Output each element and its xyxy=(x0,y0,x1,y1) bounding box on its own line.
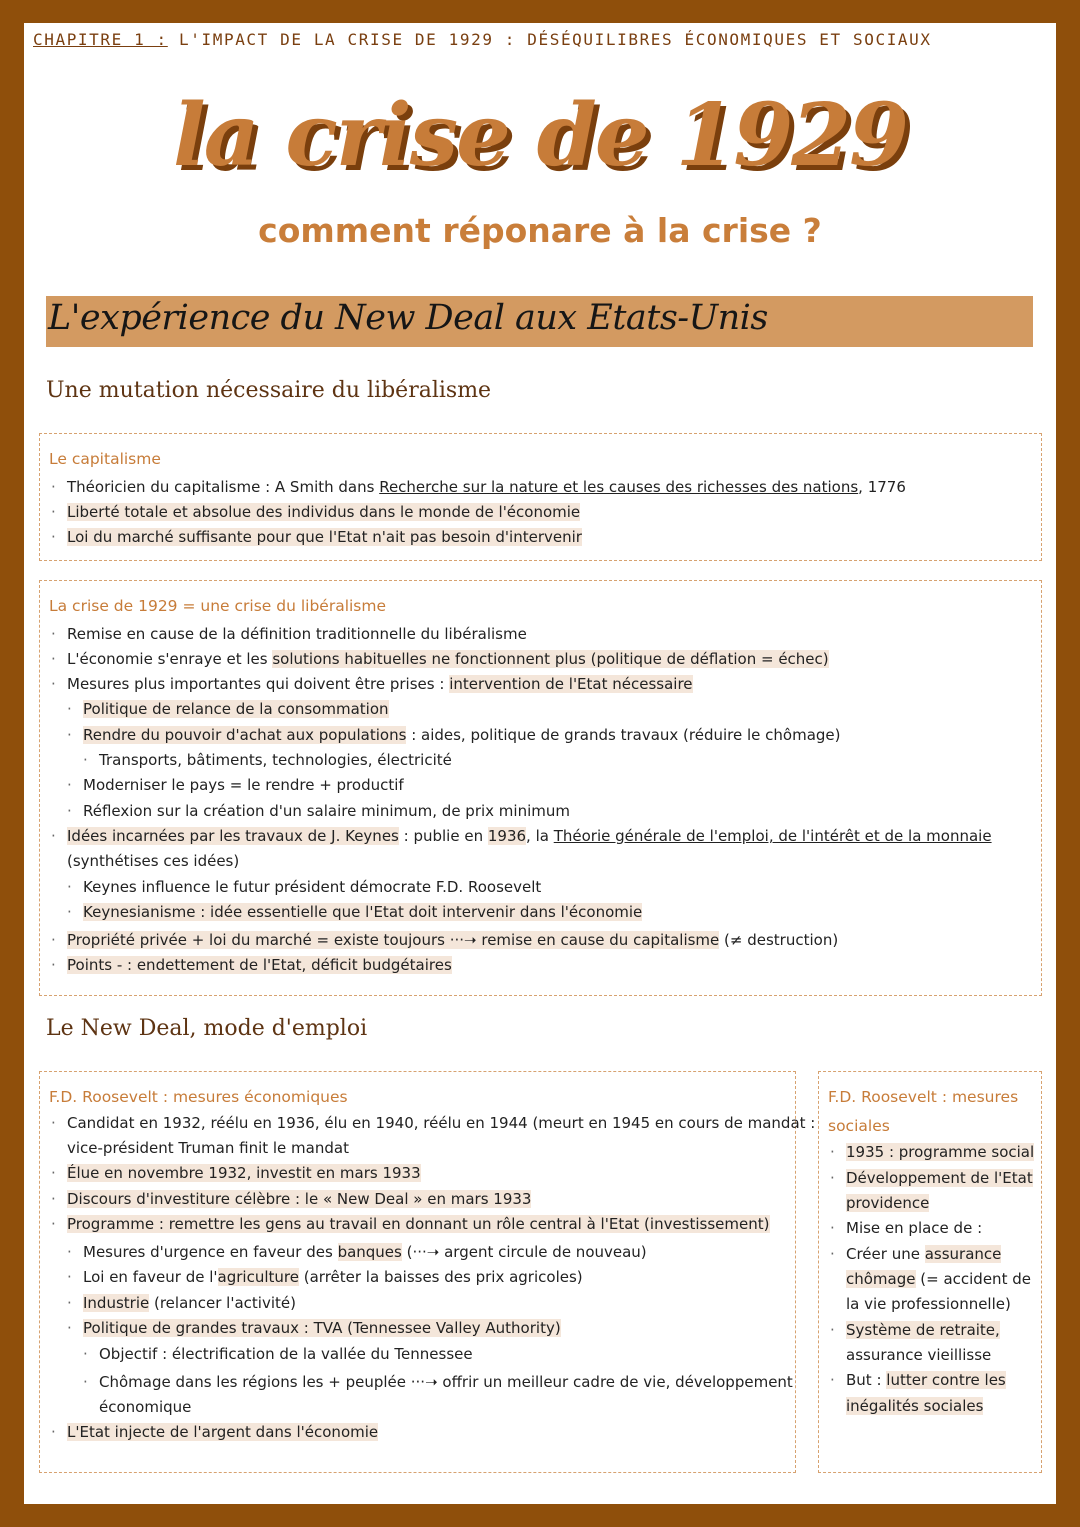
list-item-continuation: chômage (= accident de xyxy=(846,1270,1031,1288)
section-heading-new-deal: Le New Deal, mode d'emploi xyxy=(46,1016,368,1041)
list-item: · Transports, bâtiments, technologies, électricité xyxy=(83,751,452,769)
list-item: · Moderniser le pays = le rendre + productif xyxy=(67,776,404,794)
list-item-continuation: inégalités sociales xyxy=(846,1397,984,1415)
list-item: · L'économie s'enraye et les solutions habituelles ne fonctionnent plus (politique de déflation = échec) xyxy=(51,650,829,668)
list-item: · Mesures d'urgence en faveur des banques (···➝ argent circule de nouveau) xyxy=(67,1243,647,1261)
list-item: · Système de retraite, xyxy=(830,1321,1000,1339)
box-mesures-sociales xyxy=(818,1071,1042,1473)
list-item: · Chômage dans les régions les + peuplée ···➝ offrir un meilleur cadre de vie, développement xyxy=(83,1373,793,1391)
list-item: · Keynesianisme : idée essentielle que l'Etat doit intervenir dans l'économie xyxy=(67,903,643,921)
list-item-continuation: providence xyxy=(846,1194,930,1212)
list-item: · But : lutter contre les xyxy=(830,1371,1006,1389)
list-item: · Programme : remettre les gens au travail en donnant un rôle central à l'Etat (investissement) xyxy=(51,1215,770,1233)
list-item: · Liberté totale et absolue des individus dans le monde de l'économie xyxy=(51,503,581,521)
box-title-continuation: sociales xyxy=(828,1117,890,1135)
list-item-continuation: économique xyxy=(99,1398,192,1416)
list-item: · Propriété privée + loi du marché = existe toujours ···➝ remise en cause du capitalisme (≠ destruction) xyxy=(51,931,839,949)
box-mesures-economiques xyxy=(39,1071,816,1473)
main-title: la crise de 1929 xyxy=(173,85,907,186)
list-item: · Keynes influence le futur président démocrate F.D. Roosevelt xyxy=(67,878,542,896)
list-item: · Élue en novembre 1932, investit en mars 1933 xyxy=(51,1164,421,1182)
list-item: · Rendre du pouvoir d'achat aux populations : aides, politique de grands travaux (réduire le chômage) xyxy=(67,726,841,744)
list-item: · L'Etat injecte de l'argent dans l'économie xyxy=(51,1423,379,1441)
list-item: · Créer une assurance xyxy=(830,1245,1002,1263)
subtitle: comment réponare à la crise ? xyxy=(258,211,822,250)
box-capitalisme xyxy=(39,433,1042,561)
box-title: La crise de 1929 = une crise du libéralisme xyxy=(49,597,387,615)
list-item: · Industrie (relancer l'activité) xyxy=(67,1294,296,1312)
list-item: · Réflexion sur la création d'un salaire minimum, de prix minimum xyxy=(67,802,570,820)
list-item: · Objectif : électrification de la vallée du Tennessee xyxy=(83,1345,473,1363)
list-item: · Discours d'investiture célèbre : le « New Deal » en mars 1933 xyxy=(51,1190,532,1208)
list-item-continuation: assurance vieillisse xyxy=(846,1346,992,1364)
list-item: · Idées incarnées par les travaux de J. Keynes : publie en 1936, la Théorie générale de l'emploi, de l'intérêt et de la monnaie xyxy=(51,827,992,845)
list-item-continuation: la vie professionnelle) xyxy=(846,1295,1011,1313)
list-item: · Politique de grandes travaux : TVA (Tennessee Valley Authority) xyxy=(67,1319,561,1337)
list-item: · Remise en cause de la définition traditionnelle du libéralisme xyxy=(51,625,527,643)
list-item: · Points - : endettement de l'Etat, déficit budgétaires xyxy=(51,956,452,974)
list-item: · Loi en faveur de l'agriculture (arrêter la baisses des prix agricoles) xyxy=(67,1268,583,1286)
box-title: F.D. Roosevelt : mesures économiques xyxy=(49,1088,348,1106)
section-banner: L'expérience du New Deal aux Etats-Unis xyxy=(46,296,1033,347)
document-page xyxy=(24,23,1056,1504)
chapter-header: CHAPITRE 1 : L'IMPACT DE LA CRISE DE 1929 : DÉSÉQUILIBRES ÉCONOMIQUES ET SOCIAUX xyxy=(33,30,932,49)
list-item: · Politique de relance de la consommation xyxy=(67,700,389,718)
list-item-continuation: (synthétises ces idées) xyxy=(67,852,240,870)
box-crise-liberalisme xyxy=(39,580,1042,996)
box-title: Le capitalisme xyxy=(49,450,161,468)
section-heading-liberalisme: Une mutation nécessaire du libéralisme xyxy=(46,378,492,403)
list-item: · Développement de l'Etat xyxy=(830,1169,1033,1187)
list-item: · 1935 : programme social xyxy=(830,1143,1035,1161)
list-item: · Théoricien du capitalisme : A Smith dans Recherche sur la nature et les causes des richesses des nations, 1776 xyxy=(51,478,906,496)
list-item: · Loi du marché suffisante pour que l'Etat n'ait pas besoin d'intervenir xyxy=(51,528,582,546)
list-item: · Mesures plus importantes qui doivent être prises : intervention de l'Etat nécessaire xyxy=(51,675,693,693)
list-item-continuation: vice-président Truman finit le mandat xyxy=(67,1139,349,1157)
list-item: · Candidat en 1932, réélu en 1936, élu en 1940, réélu en 1944 (meurt en 1945 en cours de mandat : xyxy=(51,1114,816,1132)
list-item: · Mise en place de : xyxy=(830,1219,983,1237)
box-title: F.D. Roosevelt : mesures xyxy=(828,1088,1019,1106)
